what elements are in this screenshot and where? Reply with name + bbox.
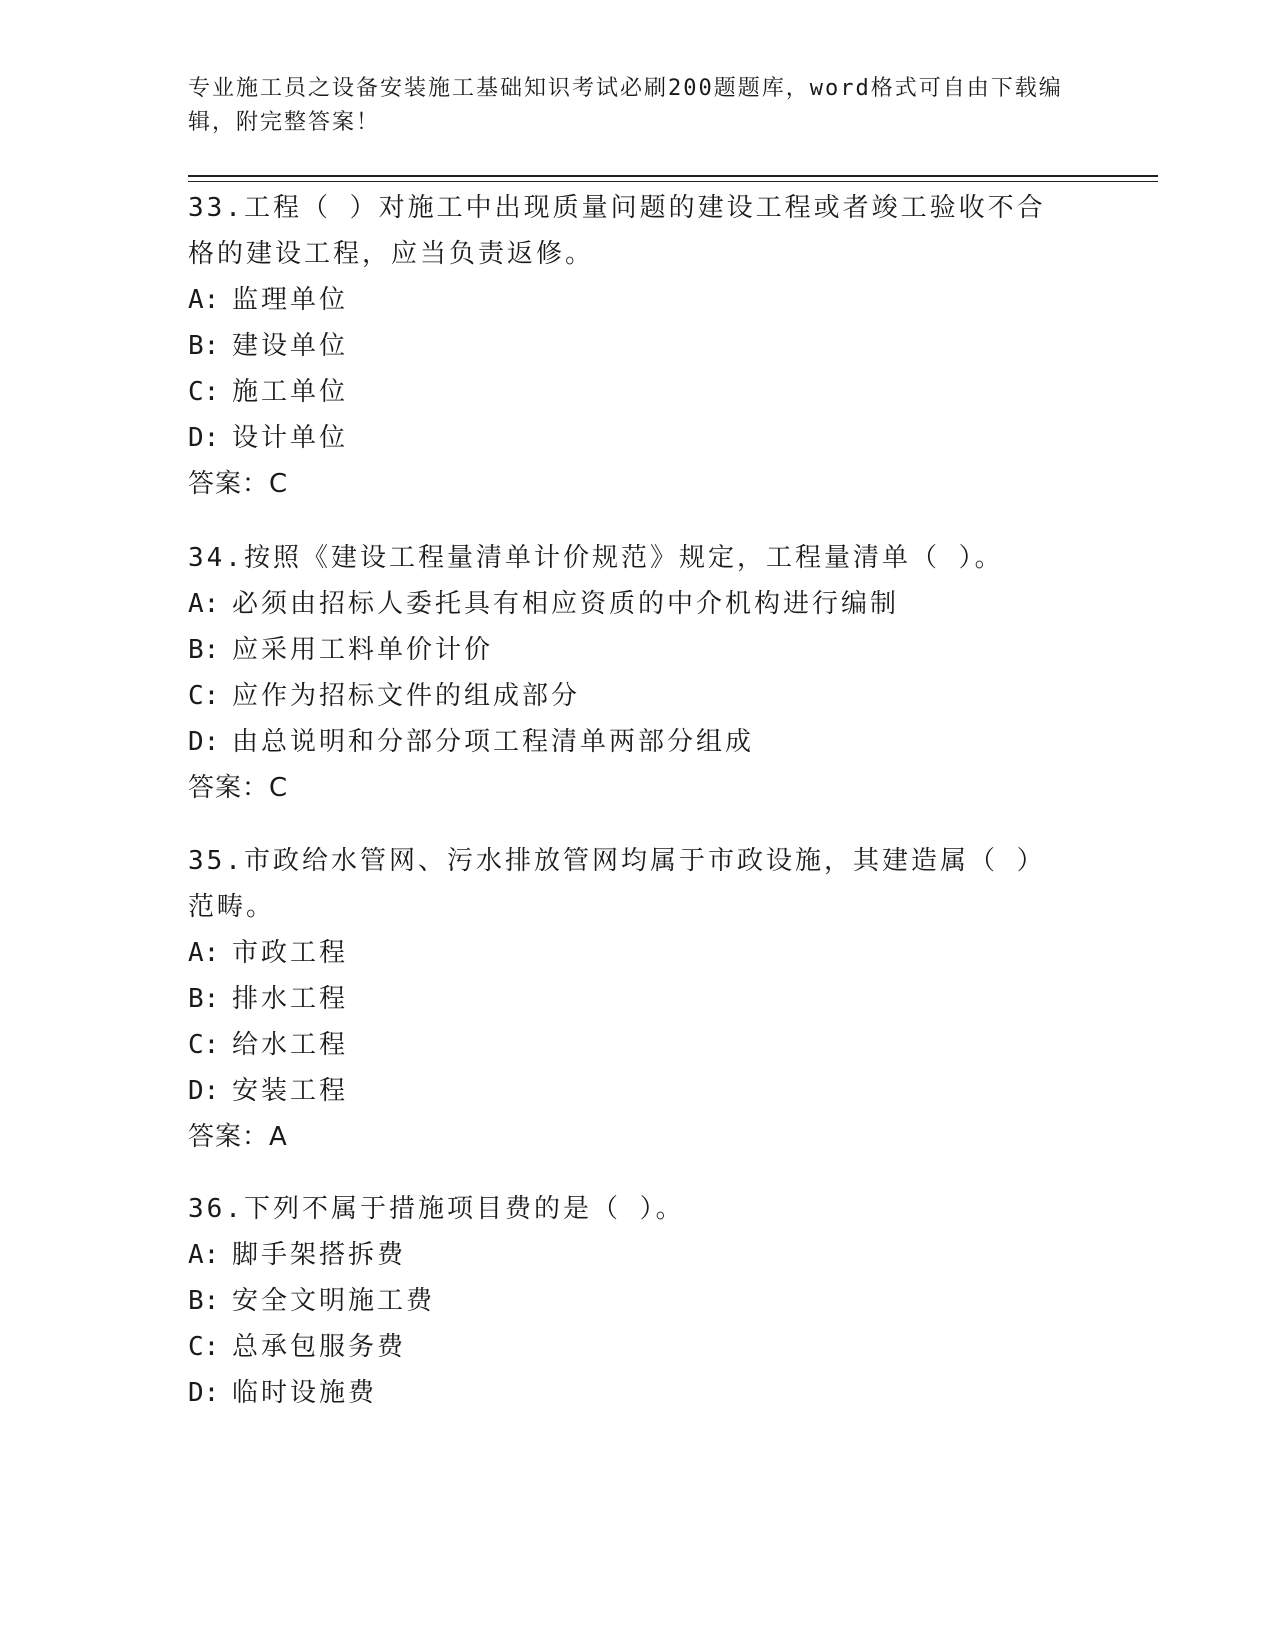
answer-line: 答案：C <box>188 773 289 803</box>
option-letter: A: <box>188 938 220 968</box>
question-stem: 33.工程（ ）对施工中出现质量问题的建设工程或者竣工验收不合格的建设工程，应当负责返修。 <box>188 193 1046 269</box>
header-rule-thin <box>188 181 1158 182</box>
option-letter: C: <box>188 681 220 711</box>
option-text: 安装工程 <box>232 1076 349 1106</box>
option-b <box>188 627 1068 673</box>
option-text: 排水工程 <box>232 984 349 1014</box>
option-d <box>188 719 1068 765</box>
option-b <box>188 976 1068 1022</box>
option-text: 给水工程 <box>232 1030 349 1060</box>
option-text: 脚手架搭拆费 <box>232 1240 407 1270</box>
option-letter: B: <box>188 1286 220 1316</box>
option-letter: A: <box>188 1240 220 1270</box>
option-a <box>188 581 1068 627</box>
option-text: 必须由招标人委托具有相应资质的中介机构进行编制 <box>232 589 900 619</box>
option-a <box>188 930 1068 976</box>
question-stem: 34.按照《建设工程量清单计价规范》规定，工程量清单（ ）。 <box>188 543 1004 573</box>
option-text: 由总说明和分部分项工程清单两部分组成 <box>232 727 755 757</box>
option-letter: A: <box>188 589 220 619</box>
option-text: 监理单位 <box>232 285 349 315</box>
option-letter: B: <box>188 984 220 1014</box>
question-35 <box>188 838 1068 1160</box>
option-d <box>188 1370 1068 1416</box>
answer-line: 答案：C <box>188 469 289 499</box>
option-text: 设计单位 <box>232 423 349 453</box>
option-c <box>188 1324 1068 1370</box>
option-text: 总承包服务费 <box>232 1332 407 1362</box>
question-33 <box>188 185 1068 507</box>
option-text: 施工单位 <box>232 377 349 407</box>
question-stem: 35.市政给水管网、污水排放管网均属于市政设施，其建造属（ ）范畴。 <box>188 846 1046 922</box>
option-text: 应采用工料单价计价 <box>232 635 494 665</box>
option-c <box>188 1022 1068 1068</box>
option-text: 临时设施费 <box>232 1378 378 1408</box>
option-letter: D: <box>188 1378 220 1408</box>
option-letter: D: <box>188 1076 220 1106</box>
option-d <box>188 1068 1068 1114</box>
option-text: 市政工程 <box>232 938 349 968</box>
answer-line: 答案：A <box>188 1122 288 1152</box>
option-text: 安全文明施工费 <box>232 1286 436 1316</box>
option-letter: B: <box>188 331 220 361</box>
option-letter: A: <box>188 285 220 315</box>
option-letter: C: <box>188 1332 220 1362</box>
option-letter: C: <box>188 377 220 407</box>
option-b <box>188 323 1068 369</box>
document-header: 专业施工员之设备安装施工基础知识考试必刷200题题库，word格式可自由下载编辑，附完整答案！ <box>188 76 1063 135</box>
option-a <box>188 277 1068 323</box>
question-34 <box>188 535 1068 811</box>
header-rule-thick <box>188 175 1158 177</box>
option-d <box>188 415 1068 461</box>
option-text: 建设单位 <box>232 331 349 361</box>
option-c <box>188 673 1068 719</box>
option-letter: C: <box>188 1030 220 1060</box>
option-c <box>188 369 1068 415</box>
option-text: 应作为招标文件的组成部分 <box>232 681 581 711</box>
option-letter: D: <box>188 727 220 757</box>
option-letter: D: <box>188 423 220 453</box>
option-a <box>188 1232 1068 1278</box>
question-36 <box>188 1186 1068 1416</box>
question-stem: 36.下列不属于措施项目费的是（ ）。 <box>188 1194 685 1224</box>
option-b <box>188 1278 1068 1324</box>
option-letter: B: <box>188 635 220 665</box>
